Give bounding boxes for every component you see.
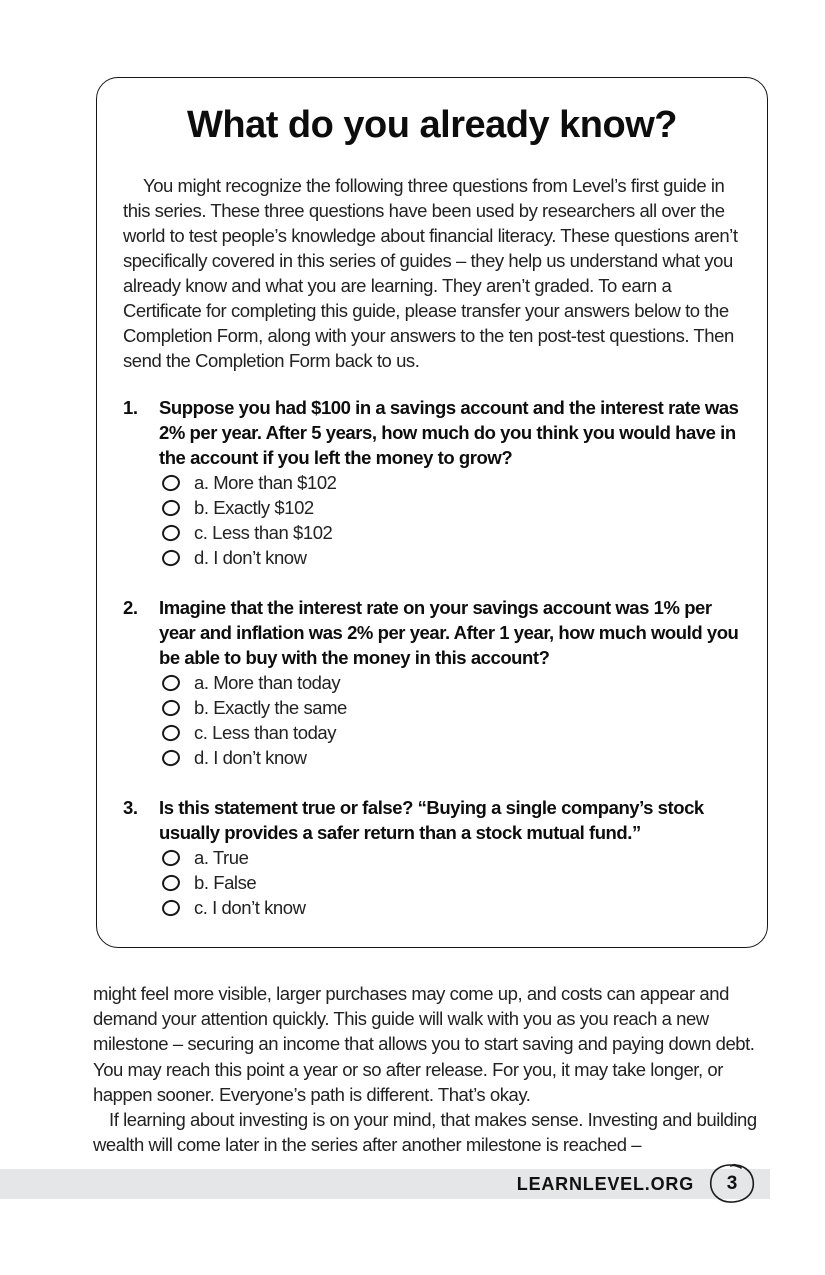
quiz-title: What do you already know? [187,104,677,146]
body-paragraph-1: might feel more visible, larger purchases may come up, and costs can appear and demand your attention quickly. This guide will walk with you as you reach a new milestone – securing an income that allows you to start saving and paying down debt. You may reach this point a year or so after release. For you, it may take longer, or happen sooner. Everyone’s path is different. That’s okay. [93,983,755,1105]
answer-option[interactable] [159,520,741,545]
answer-option[interactable] [159,720,741,745]
radio-circle-icon[interactable] [160,548,181,568]
answer-option[interactable] [159,895,741,920]
option-label: c. I don’t know [194,897,306,918]
answer-option[interactable] [159,670,741,695]
quiz-intro: You might recognize the following three questions from Level’s first guide in this series. These three questions have been used by researchers all over the world to test people’s knowledge about financial literacy. These questions aren’t specifically covered in this series of guides – they help us understand what you already know and what you are learning. They aren’t graded. To earn a Certificate for completing this guide, please transfer your answers below to the Completion Form, along with your answers to the ten post-test questions. Then send the Completion Form back to us. [123,175,738,371]
answer-option[interactable] [159,470,741,495]
answer-option[interactable] [159,495,741,520]
body-paragraph-2: If learning about investing is on your mind, that makes sense. Investing and building wealth will come later in the series after another milestone is reached – [93,1109,757,1156]
radio-circle-icon[interactable] [160,898,181,918]
question-text: Imagine that the interest rate on your savings account was 1% per year and inflation was 2% per year. After 1 year, how much would you be able to buy with the money in this account? [159,597,739,668]
page-number: 3 [726,1173,738,1194]
option-label: b. Exactly the same [194,697,347,718]
answer-option[interactable] [159,845,741,870]
radio-circle-icon[interactable] [160,873,181,893]
radio-circle-icon[interactable] [160,848,181,868]
quiz-box [96,77,768,948]
option-label: a. True [194,847,249,868]
question-2 [123,595,741,770]
question-number: 1. [123,397,138,418]
question-list [123,395,741,920]
radio-circle-icon[interactable] [160,473,181,493]
option-label: a. More than $102 [194,472,337,493]
question-1 [123,395,741,570]
footer-band [0,1169,770,1199]
option-label: d. I don’t know [194,747,307,768]
option-label: a. More than today [194,672,341,693]
radio-circle-icon[interactable] [160,673,181,693]
question-text: Suppose you had $100 in a savings account and the interest rate was 2% per year. After 5 years, how much do you think you would have in the account if you left the money to grow? [159,397,739,468]
option-label: b. Exactly $102 [194,497,314,518]
answer-option[interactable] [159,745,741,770]
question-text: Is this statement true or false? “Buying a single company’s stock usually provides a safer return than a stock mutual fund.” [159,797,704,843]
option-label: b. False [194,872,257,893]
body-text [93,981,775,1157]
site-url-label: LEARNLEVEL.ORG [516,1173,694,1194]
option-label: c. Less than today [194,722,337,743]
option-label: c. Less than $102 [194,522,333,543]
radio-circle-icon[interactable] [160,498,181,518]
question-3 [123,795,741,920]
option-label: d. I don’t know [194,547,307,568]
answer-option[interactable] [159,695,741,720]
radio-circle-icon[interactable] [160,748,181,768]
radio-circle-icon[interactable] [160,698,181,718]
question-number: 2. [123,597,138,618]
radio-circle-icon[interactable] [160,523,181,543]
answer-option[interactable] [159,545,741,570]
radio-circle-icon[interactable] [160,723,181,743]
page-number-badge [706,1169,758,1199]
question-number: 3. [123,797,138,818]
answer-option[interactable] [159,870,741,895]
